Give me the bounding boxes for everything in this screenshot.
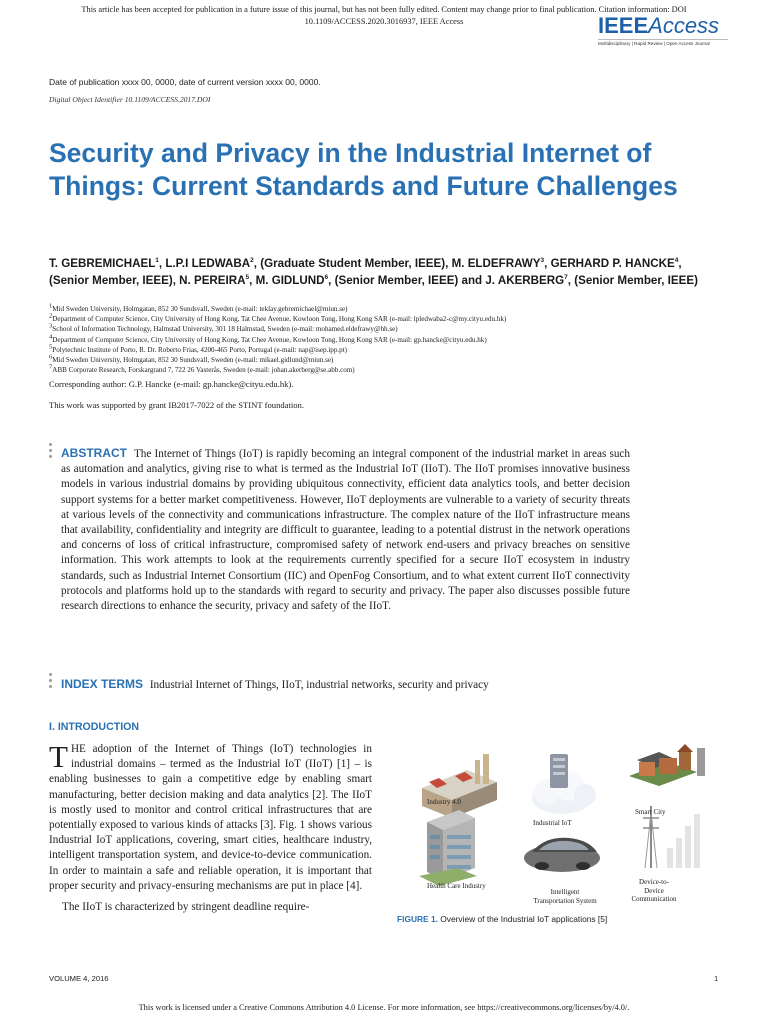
affiliation-item [49,324,739,334]
corresponding-author: Corresponding author: G.P. Hancke (e-mail: gp.hancke@cityu.edu.hk). [49,379,294,389]
notice-line-1: This article has been accepted for publication in a future issue of this journal, but has not been fully edited. Content may change prior to final publication. Citation information: DOI [81,5,687,14]
signal-bars-icon [667,814,700,868]
author-membership: (Senior Member, IEEE) [49,274,173,287]
paper-title: Security and Privacy in the Industrial Internet of Things: Current Standards and Future Challenges [49,138,678,201]
logo-access-text: Access [648,13,720,38]
doi: Digital Object Identifier 10.1109/ACCESS.2017.DOI [49,95,211,104]
car-icon [524,838,600,872]
smart-city-icon [629,744,705,786]
author-name: M. ELDEFRAWY [451,257,541,270]
figure-label-iiot: Industrial IoT [533,819,572,827]
section-heading-introduction: I. INTRODUCTION [49,721,140,733]
figure-caption [397,914,607,924]
figure-caption-text: Overview of the Industrial IoT applications [5] [440,914,608,924]
figure-label-d2d-line-2: Device [644,886,664,895]
logo-ieee-text: IEEE [598,13,649,38]
author-affil-num: 7 [564,274,568,282]
figure-label-d2d [619,878,689,904]
affiliation-num: 6 [49,353,53,361]
author-affil-num: 3 [540,257,545,265]
affiliation-text: Mid Sweden University, Holmgatan, 852 30 Sundsvall, Sweden (e-mail: mikael.gidlund@miun.se) [52,356,334,365]
intro-paragraph-1 [49,739,372,894]
affiliation-num: 3 [49,323,53,331]
author-affil-num: 4 [674,257,679,265]
figure-label-transport-line-1: Intelligent [550,888,580,896]
affiliation-text: ABB Corporate Research, Forskargrand 7, 722 26 Vasterås, Sweden (e-mail: johan.akerberg@se.abb.com) [52,366,355,375]
author-name: GERHARD P. HANCKE [550,257,675,270]
affiliation-num: 1 [49,302,53,310]
affiliation-item [49,335,739,345]
affiliation-num: 2 [49,312,53,320]
author-affil-num: 6 [324,274,329,282]
author-membership: (Senior Member, IEEE) [574,274,698,287]
figure-label-smart-city: Smart City [635,808,666,816]
author-affil-num: 2 [250,257,254,265]
figure-label-industry: Industry 4.0 [427,798,461,806]
introduction-body [49,739,372,915]
abstract [61,446,630,614]
affiliation-text: Mid Sweden University, Holmgatan, 852 30 Sundsvall, Sweden (e-mail: teklay.gebremichael@miun.se) [52,305,348,313]
intro-paragraph-2: The IIoT is characterized by stringent deadline require- [62,901,310,914]
figure-label-transport [525,888,605,905]
volume-info: VOLUME 4, 2016 [49,974,109,983]
abstract-dots-icon [49,443,53,461]
page-number: 1 [714,974,719,983]
author-name: J. AKERBERG [485,274,565,287]
affiliation-num: 5 [49,343,53,351]
affiliation-text: Polytechnic Institute of Porto, R. Dr. Roberto Frias, 4200-465 Porto, Portugal (e-mail: nap@isep.ipp.pt) [52,345,348,354]
author-membership: (Senior Member, IEEE) [334,274,459,287]
affiliation-item [49,304,739,314]
affiliation-list [49,304,739,375]
affiliation-text: Department of Computer Science, City University of Hong Kong, Tat Chee Avenue, Kowloon Tong, Hong Kong SAR (e-mail: gp.hancke@cityu.edu.hk) [52,335,487,344]
figure-label-transport-line-2: Transportation System [533,896,597,905]
cloud-server-icon [532,754,596,814]
publication-date: Date of publication xxxx 00, 0000, date of current version xxxx 00, 0000. [49,77,321,87]
author-list: T. GEBREMICHAEL$^1$, L.P.I LEDWABA$^2$, (Graduate Student Member, IEEE), M. ELDEFRAWY$^3$, GERHARD P. HANCKE$^4$, (Senior Member, IEEE), N. PEREIRA$^5$, M. GIDLUND$^6$, (Senior Member, IEEE) and J. AKERBERG$^7$, (Senior Member, IEEE) [49,257,698,287]
affiliation-text: School of Information Technology, Halmstad University, 301 18 Halmstad, Sweden (e-mail: mohamed.eldefrawy@hh.se) [52,325,398,334]
affiliation-item [49,345,739,355]
notice-line-2: 10.1109/ACCESS.2020.3016937, IEEE Access [304,17,464,26]
author-name: M. GIDLUND [255,274,325,287]
figure-1 [397,740,731,910]
abstract-heading: ABSTRACT [61,446,127,460]
index-terms-dots-icon [49,673,53,691]
ieee-access-logo [598,14,728,46]
factory-icon [422,754,497,818]
author-affil-num: 1 [155,257,159,265]
author-affil-num: 5 [245,274,250,282]
affiliation-num: 4 [49,333,53,341]
author-name: L.P.I LEDWABA [165,257,251,270]
index-terms [61,677,489,691]
logo-tagline: Multidisciplinary | Rapid Review | Open Access Journal [598,39,728,46]
affiliation-text: Department of Computer Science, City University of Hong Kong, Tat Chee Avenue, Kowloon Tong, Hong Kong SAR (e-mail: lpledwaba2-c@my.cityu.edu.hk) [52,315,507,324]
figure-label-health: Health Care Industry [427,882,486,890]
figure-caption-label: FIGURE 1. [397,914,438,924]
index-terms-text: Industrial Internet of Things, IIoT, industrial networks, security and privacy [149,679,489,691]
drop-cap: T [49,739,68,774]
index-terms-heading: INDEX TERMS [61,677,144,691]
figure-label-d2d-line-1: Device-to- [639,878,669,886]
affiliation-num: 7 [49,363,53,371]
author-name: N. PEREIRA [179,274,246,287]
affiliation-item [49,355,739,365]
funding-note: This work was supported by grant IB2017-7022 of the STINT foundation. [49,400,304,410]
figure-label-d2d-line-3: Communication [631,895,677,903]
hospital-building-icon [419,810,477,886]
abstract-text: The Internet of Things (IoT) is rapidly becoming an integral component of the industrial market in areas such as automation and analytics, giving rise to what is termed as the Industrial IoT (IIoT). The IIoT promises innovative business models in various industrial domains by providing ubiquitous connectivity, efficient data analytics tools, and better decision support systems for a better market competitiveness. However, IIoT deployments are vulnerable to a variety of security threats at various levels of the connectivity and communications infrastructure. The complex nature of the IIoT infrastructure means that availability, confidentiality and integrity are difficult to guarantee, leading to a potential distrust in the network operations and concerns of loss of critical infrastructure, compromised safety of network end-users and privacy breaches on sensitive information. This work attempts to look at the requirements currently specified for a secure IIoT ecosystem in industry standards, such as Industrial Internet Consortium (IIC) and OpenFog Consortium, and to what extent current IIoT connectivity protocols and platforms hold up to the standards with regard to security and privacy. The paper also discusses possible future research directions to enhance the security, privacy and safety of the IIoT. [61,448,630,613]
affiliation-item [49,365,739,375]
author-name: T. GEBREMICHAEL [49,257,156,270]
intro-paragraph-1-text: HE adoption of the Internet of Things (IoT) technologies in industrial domains – termed as the Industrial IoT (IIoT) [1] – is enabling businesses to gain a competitive edge by enabling smart manufacturing, better decision making and data analytics [2]. The IIoT is mostly used to monitor and control critical infrastructures that are potentially exposed to various kinds of attacks [3]. Fig. 1 shows various Industrial IoT applications, covering, smart cities, healthcare industry, intelligent transportation system, and device-to-device communication. In order to maintain a safe and reliable operation, it is important that proper security and privacy-ensuring mechanisms are put in place [4]. [49,743,372,892]
license-notice: This work is licensed under a Creative Commons Attribution 4.0 License. For more information, see https://creativecommons.org/licenses/by/4.0/. [138,1003,630,1012]
affiliation-item [49,314,739,324]
author-membership: (Graduate Student Member, IEEE) [260,257,446,270]
